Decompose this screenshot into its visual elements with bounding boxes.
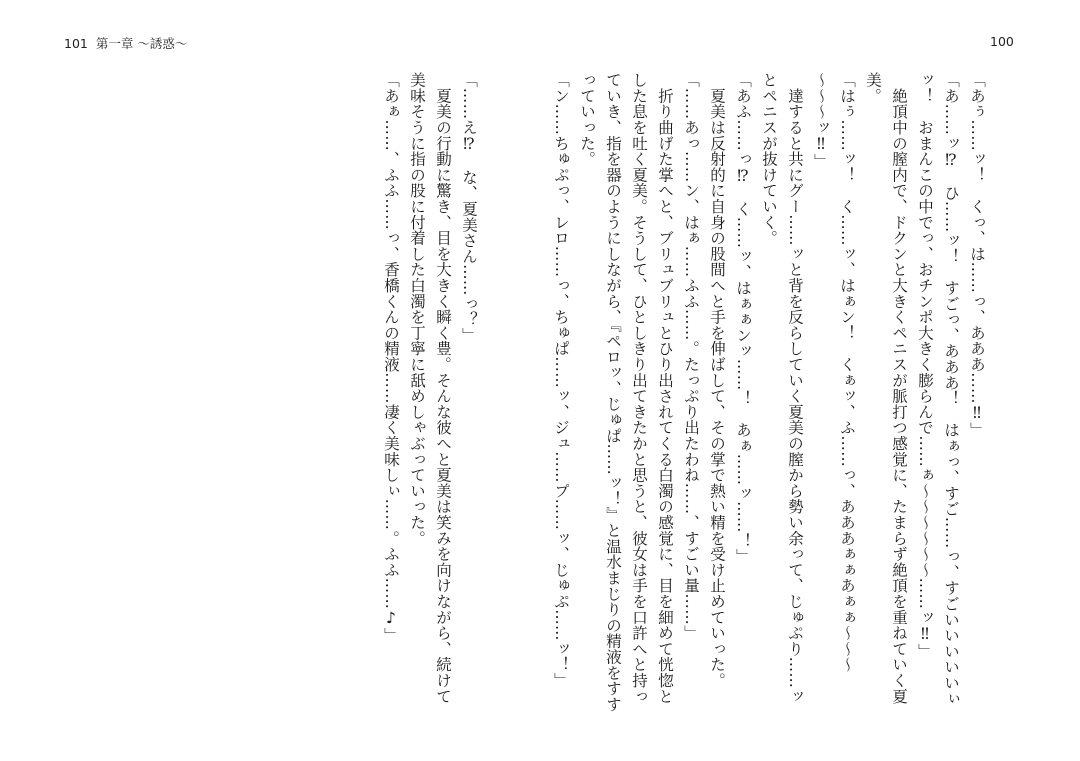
text-line: 美。 — [864, 72, 882, 104]
text-line: ていき、指を器のようにしながら、『ペロッ、じゅぱ……ッ！』と温水まじりの精液をすす — [604, 72, 622, 713]
text-line: 夏美の行動に驚き、目を大きく瞬く豊。そんな彼へと夏美は笑みを向けながら、続けて — [434, 72, 452, 704]
text-line: 絶頂中の膣内で、ドクンと大きくペニスが脈打つ感覚に、たまらず絶頂を重ねていく夏 — [890, 72, 908, 704]
text-line: 「あふ……っ⁉ く……ッ、はぁぁンッ……！ あぁ……ッ……！」 — [734, 72, 752, 565]
text-line: ッ！ おまんこの中でっ、おチンポ大きく膨らんで……ぁ〜〜〜〜〜〜……ッ‼」 — [916, 72, 934, 660]
text-line: した息を吐く夏美。そうして、ひとしきり出てきたかと思うと、彼女は手を口許へと持っ — [630, 72, 648, 704]
text-line: 〜〜〜ッ‼」 — [812, 72, 830, 170]
text-line: 「あ……ッ⁉ ひ……ッ！ すごっ、あああ！ はぁっ、すご……っ、すごいいいいいぃ — [942, 72, 960, 707]
chapter-title: 第一章 〜誘惑〜 — [95, 36, 188, 51]
right-page-number: 100 — [990, 34, 1014, 49]
text-line: 「……あっ……ン、はぁ……ふふ……。たっぷり出たわね……、すごい量……」 — [682, 72, 700, 641]
text-line: とペニスが抜けていく。 — [760, 72, 778, 246]
text-line: 達すると共にグー……ッと背を反らしていく夏美の膣から勢い余って、じゅぷり……ッ — [786, 72, 804, 704]
text-line: 夏美は反射的に自身の股間へと手を伸ばして、その掌で熱い精を受け止めていった。 — [708, 72, 726, 689]
text-line: っていった。 — [578, 72, 596, 167]
left-page-text — [378, 72, 482, 702]
right-page-text — [552, 72, 990, 713]
text-line: 折り曲げた掌へと、ブリュブリュとひり出されてくる白濁の感覚に、目を細めて恍惚と — [656, 72, 674, 704]
text-line: 「あぅ……ッ！ くっ、は……っ、あああ……‼」 — [968, 72, 986, 438]
text-line: 「……え⁉ な、夏美さん……っ？」 — [460, 72, 478, 344]
text-line: 「あぁ……、ふふ……っ、香橋くんの精液……凄く美味しぃ……。ふふ……♪」 — [382, 72, 400, 644]
text-line: 美味そうに指の股に付着した白濁を丁寧に舐めしゃぶっていった。 — [408, 72, 426, 546]
text-line: 「ン……ちゅぷっ、レロ……っ、ちゅぱ……ッ、ジュ……プ……ッ、じゅぷ……ッ！」 — [552, 72, 570, 689]
text-line: 「はぅ……ッ！ く……ッ、はぁン！ くぁッ、ふ……っ、あああぁぁあぁぁ〜〜〜 — [838, 72, 856, 673]
left-page-number: 101 — [64, 36, 88, 51]
left-page-header — [64, 34, 187, 52]
